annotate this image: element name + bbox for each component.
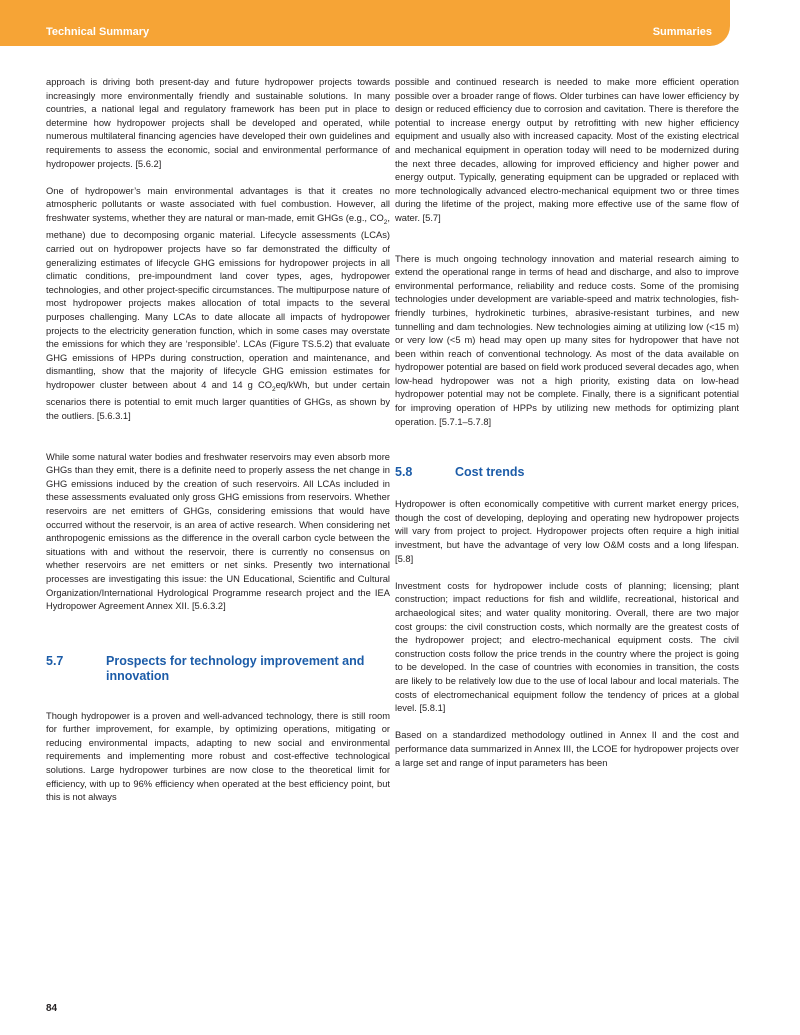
- paragraph: There is much ongoing technology innovation and material research aiming to extend the operational range in terms of head and discharge, and also to improve environmental performance, reliability and reduce costs. Some of the promising technologies under development are variable-speed and matrix technologies, fish-friendly turbines, hydrokinetic turbines, abrasive-resistant turbines, and new tunnelling and dam technologies. New technologies aiming at utilizing low (<15 m) or very low (<5 m) head may open up many sites for hydropower that have not been within reach of conventional technology. As most of the data available on hydropower potential are based on field work produced several decades ago, when low-head hydropower was not a high priority, existing data on low-head hydropower potential may not be complete. Finally, there is a significant potential for improving operation of HPPs by utilizing new methods for optimizing plant operation. [5.7.1–5.7.8]: [395, 253, 739, 427]
- section-heading-5-8: [395, 465, 739, 480]
- running-header: [0, 0, 730, 46]
- section-title: Cost trends: [455, 465, 525, 480]
- paragraph: Though hydropower is a proven and well-advanced technology, there is still room for further improvement, for example, by optimizing operations, mitigating or reducing environmental impacts, adapting to new social and environmental requirements and implementing more robust and cost-effective technological solutions. Large hydropower turbines are now close to the theoretical limit for efficiency, with up to 96% efficiency when operated at the best efficiency point, but this is not always: [46, 710, 390, 803]
- header-chapter-title: Summaries: [652, 26, 712, 38]
- right-column: [395, 76, 739, 784]
- paragraph: approach is driving both present-day and future hydropower projects towards increasingly more environmentally friendly and sustainable solutions. In many countries, a national legal and regulatory framework has been put in place to determine how hydropower projects shall be developed and operated, while numerous multilateral financing agencies have developed their own guidelines and requirements to assess the economic, social and environmental performance of hydropower projects. [5.6.2]: [46, 77, 390, 169]
- paragraph: Hydropower is often economically competitive with current market energy prices, though the cost of developing, deploying and operating new hydropower projects will vary from project to project. Hydropower projects often require a high initial investment, but have the advantage of very low O&M costs and a long lifespan. [5.8]: [395, 499, 739, 564]
- section-title: Prospects for technology improvement and innovation: [106, 653, 365, 683]
- paragraph: Investment costs for hydropower include costs of planning; licensing; plant construction; impact reductions for fish and wildlife, recreational, historical and archaeological sites; and water quality monitoring. Overall, there are two major cost groups: the civil construction costs, which normally are the greatest costs of the hydropower project; and electro-mechanical equipment costs. The civil construction costs follow the price trends in the country where the project is going to be developed. In the case of countries with economies in transition, the costs are likely to be relatively low due to the use of local labour and local materials. The costs of electromechanical equipment follow the tendency of prices at a global level. [5.8.1]: [395, 580, 739, 714]
- section-heading-5-7: [46, 654, 390, 684]
- paragraph: One of hydropower’s main environmental advantages is that it creates no atmospheric pollutants or waste associated with fuel combustion. However, all freshwater systems, whether they are natural or man-made, emit GHGs (e.g., $CO_2$, methane) due to decomposing organic material. Lifecycle assessments (LCAs) carried out on hydropower projects have so far demonstrated the difficulty of generalizing estimates of lifecycle GHG emissions for hydropower projects in all climatic conditions, pre-impoundment land cover types, ages, hydropower technologies, and other project-specific circumstances. The multipurpose nature of most hydropower projects makes allocation of total impacts to the several purposes challenging. Many LCAs to date allocate all impacts of hydropower projects to the electricity generation function, which in some cases may overstate the emissions for which they are ‘responsible’. LCAs (Figure TS.5.2) that evaluate GHG emissions of HPPs during construction, operation and maintenance, and dismantling, show that the majority of lifecycle GHG emission estimates for hydropower cluster between about 4 and 14 g $CO_2eq$/kWh, but under certain scenarios there is potential to emit much larger quantities of GHGs, as shown by the outliers. [5.6.3.1]: [46, 185, 390, 421]
- paragraph: possible and continued research is needed to make more efficient operation possible over a broader range of flows. Older turbines can have lower efficiency by design or reduced efficiency due to corrosion and cavitation. There is therefore the potential to increase energy output by retrofitting with new higher efficiency equipment and usually also with increased capacity. Most of the existing electrical and mechanical equipment in operation today will need to be modernized during the next three decades, allowing for improved efficiency and higher power and energy output. Typically, generating equipment can be upgraded or replaced with more technologically advanced electro-mechanical equipment two or three times during the lifetime of the project, making more effective use of the same flow of water. [5.7]: [395, 77, 739, 223]
- section-number: 5.8: [395, 465, 413, 480]
- paragraph: Based on a standardized methodology outlined in Annex II and the cost and performance data summarized in Annex III, the LCOE for hydropower projects over a large set and range of input parameters has been: [395, 730, 739, 768]
- left-column: [46, 76, 390, 818]
- page-number: 84: [46, 1003, 58, 1014]
- section-number: 5.7: [46, 653, 64, 668]
- header-section-title: Technical Summary: [46, 26, 150, 38]
- paragraph: While some natural water bodies and freshwater reservoirs may even absorb more GHGs than they emit, there is a definite need to properly assess the net change in GHG emissions induced by the creation of such reservoirs. All LCAs included in these assessments evaluated only gross GHG emissions from reservoirs. Whether reservoirs are net emitters of GHGs, considering emissions that would have occurred without the reservoir, is an area of active research. When considering net anthropogenic emissions as the difference in the overall carbon cycle between the situations with and without the reservoir, there is currently no consensus on whether reservoirs are net emitters or net sinks. Presently two international processes are investigating this issue: the UN Educational, Scientific and Cultural Organization/International Hydrological Programme research project and the IEA Hydropower Agreement Annex XII. [5.6.3.2]: [46, 451, 390, 612]
